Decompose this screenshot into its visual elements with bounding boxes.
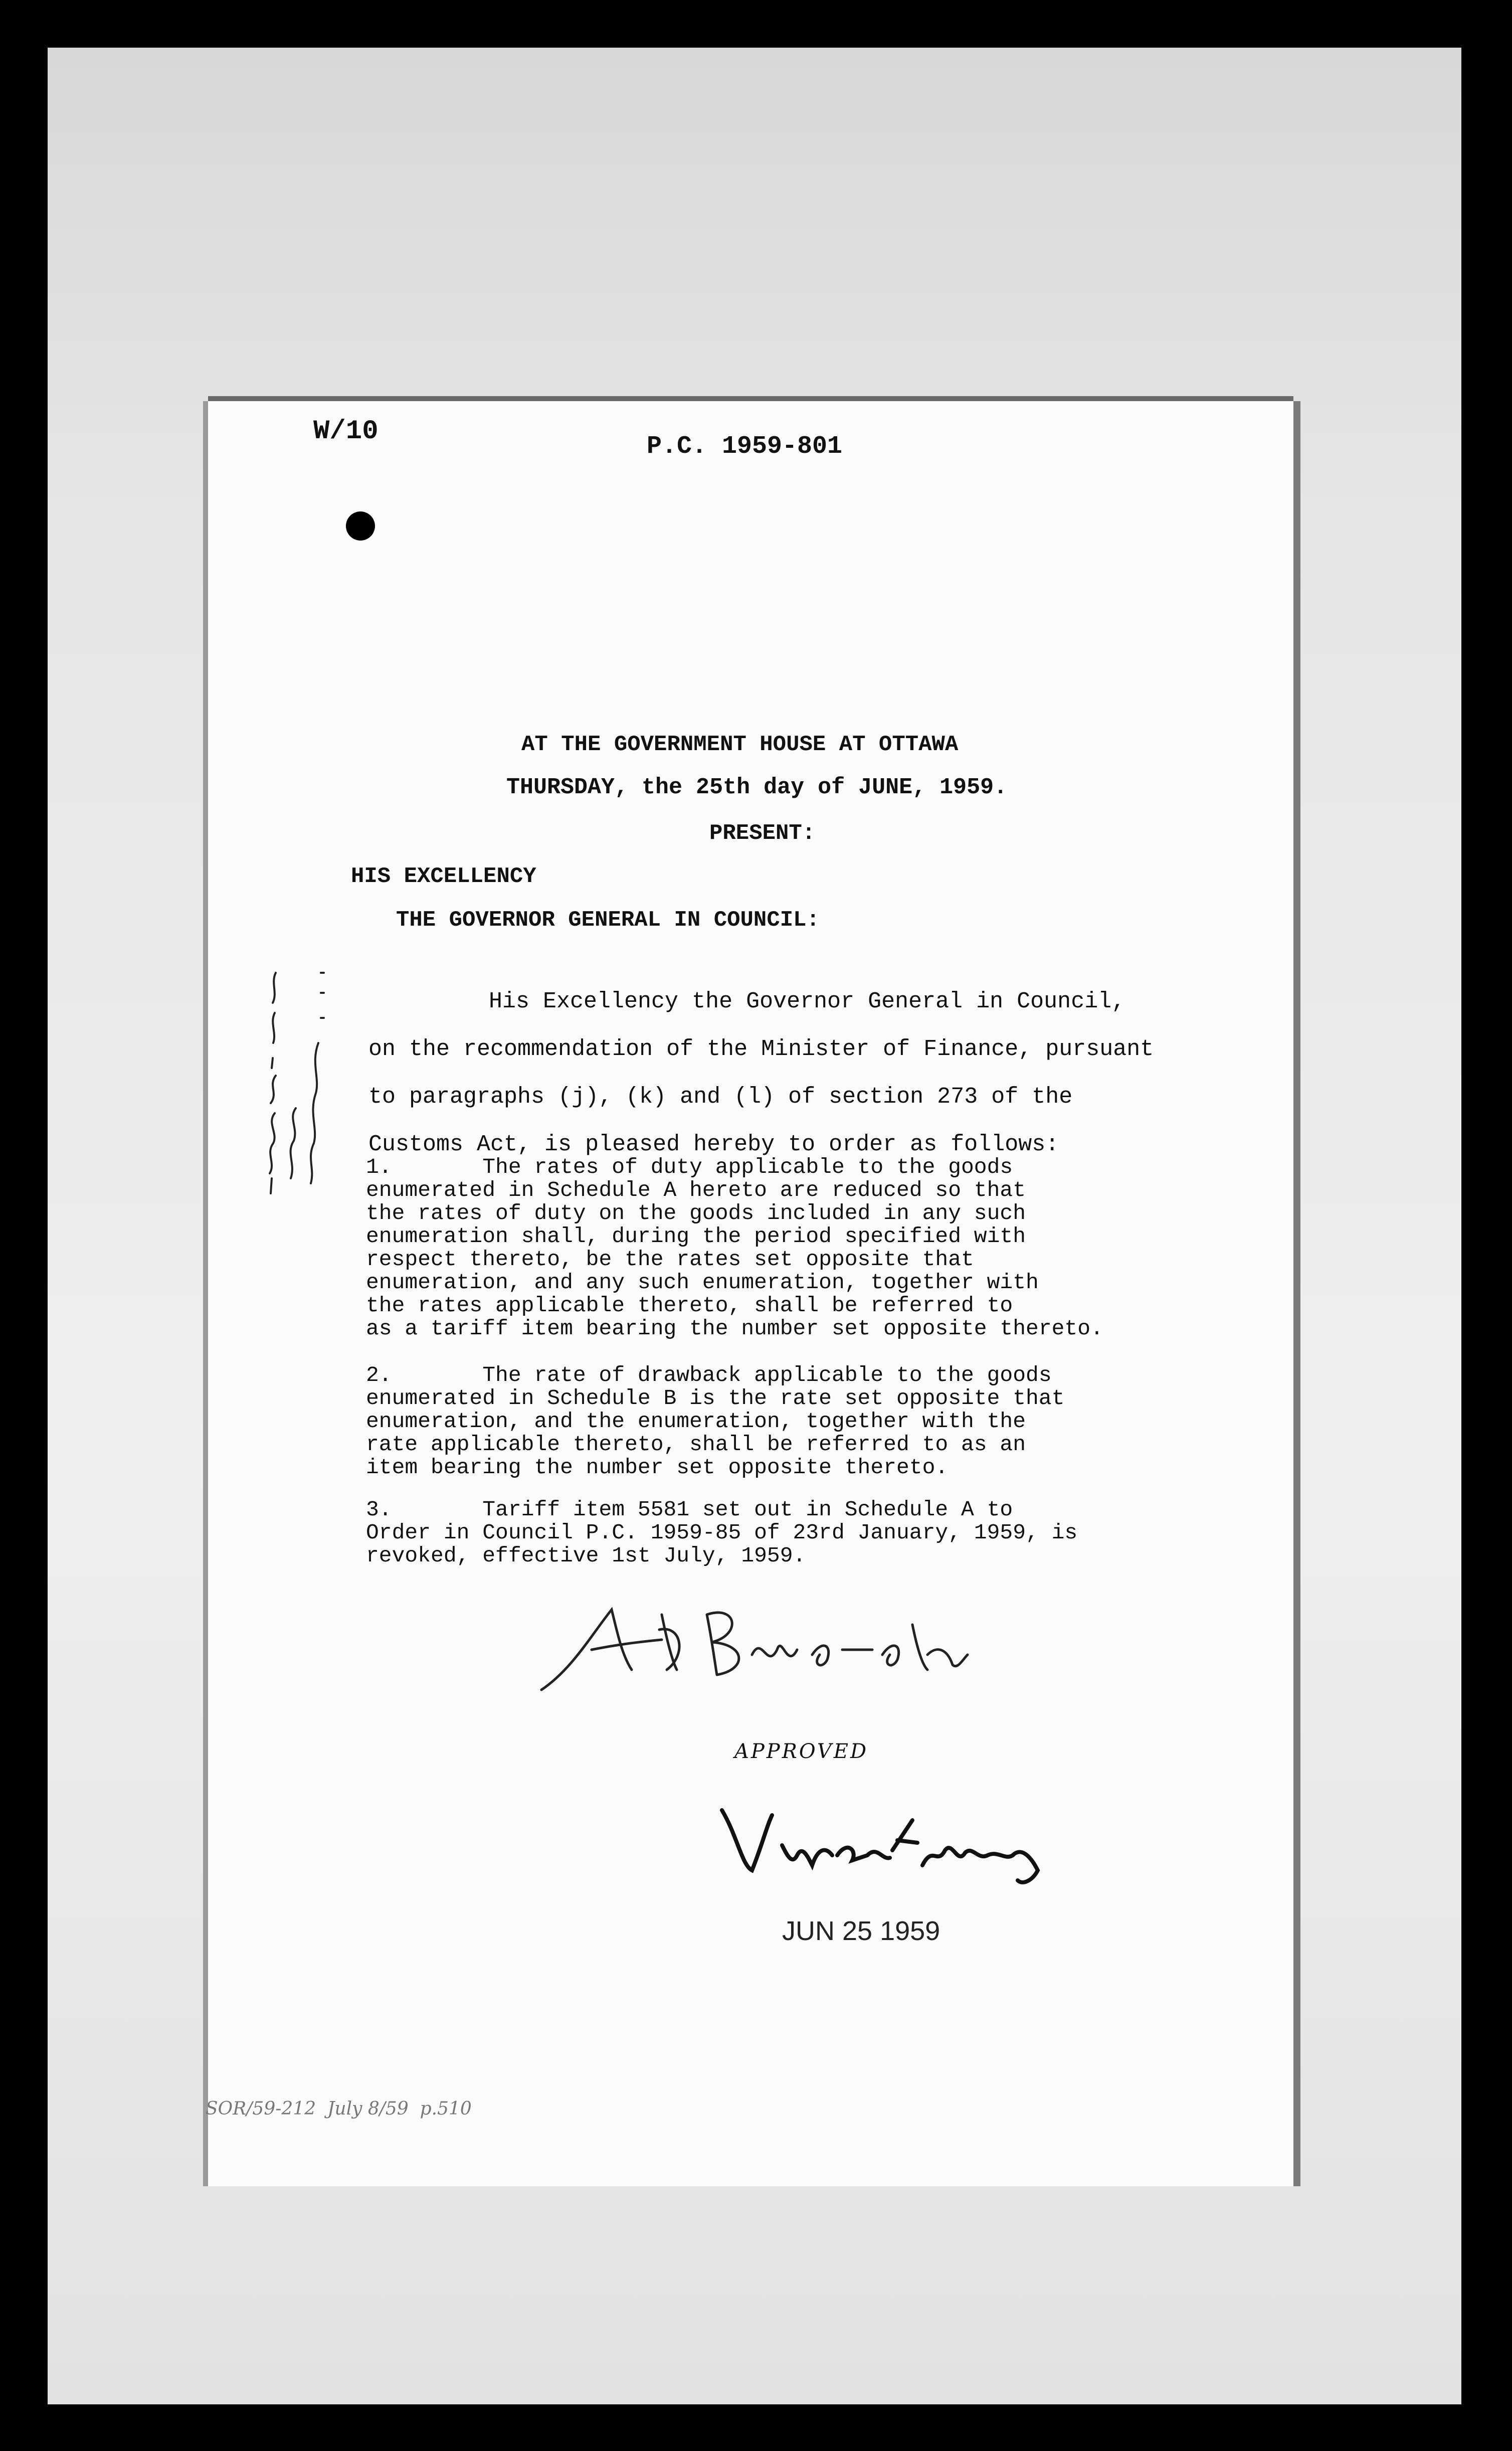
date-stamp: JUN 25 1959 [782,1916,940,1946]
place-heading: AT THE GOVERNMENT HOUSE AT OTTAWA [521,732,959,757]
punch-hole [346,511,375,541]
governor-general-signature [717,1795,1043,1890]
handwritten-margin-note [261,943,331,1203]
approved-label: APPROVED [734,1740,869,1763]
intro-text: His Excellency the Governor General in Council, on the recommendation of the Minister of Finance, pursuant to paragraphs (j), (k) and (l) of section 273 of the Customs Act, is pleased hereby to order as follows: [368,989,1154,1157]
paragraph-2: 2. The rate of drawback applicable to the goods enumerated in Schedule B is the rate set opposite that enumeration, and the enumeration, together with the rate applicable thereto, shall be referred to as an item bearing the number set opposite thereto. [366,1363,1065,1480]
addressee-governor-general: THE GOVERNOR GENERAL IN COUNCIL: [396,908,820,933]
paragraph-3: 3. Tariff item 5581 set out in Schedule A to Order in Council P.C. 1959-85 of 23rd January, 1959, is revoked, effective 1st July, 1959. [366,1497,1078,1568]
present-heading: PRESENT: [709,821,816,846]
pc-number: P.C. 1959-801 [647,432,843,461]
paragraph-1: 1. The rates of duty applicable to the goods enumerated in Schedule A hereto are reduced so that the rates of duty on the goods included in any such enumeration shall, during the period specified with respect thereto, be the rates set opposite that enumeration, and any such enumeration, together with the rates applicable thereto, shall be referred to as a tariff item bearing the number set opposite thereto. [366,1155,1103,1341]
minister-signature [531,1595,973,1695]
date-line: THURSDAY, the 25th day of JUNE, 1959. [506,775,1008,800]
addressee-his-excellency: HIS EXCELLENCY [351,864,536,889]
file-code: W/10 [313,416,379,447]
intro-paragraph [368,978,1154,1168]
bottom-handwritten-reference: SOR/59-212 July 8/59 p.510 [206,2098,472,2119]
